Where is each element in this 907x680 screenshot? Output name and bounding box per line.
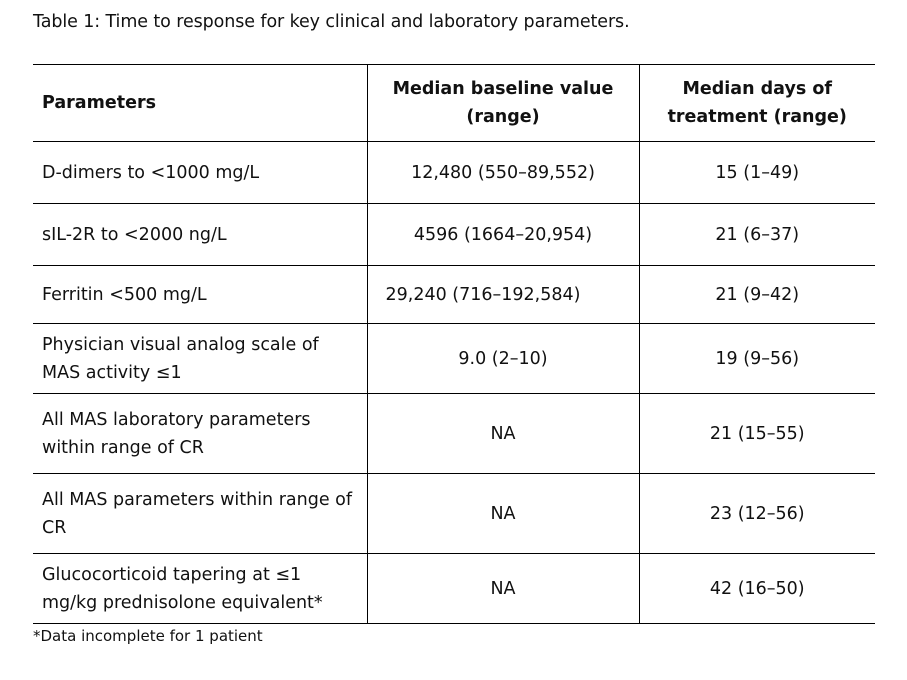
table-row	[33, 142, 875, 204]
parameter-cell: Ferritin <500 mg/L	[33, 266, 367, 324]
parameter-cell: All MAS parameters within range of CR	[33, 474, 367, 554]
days-cell: 23 (12–56)	[639, 474, 875, 554]
days-cell: 21 (9–42)	[639, 266, 875, 324]
header-row	[33, 65, 875, 142]
days-cell: 21 (15–55)	[639, 394, 875, 474]
parameter-cell: All MAS laboratory parameters within range of CR	[33, 394, 367, 474]
days-cell: 21 (6–37)	[639, 204, 875, 266]
table-row	[33, 394, 875, 474]
baseline-cell: 4596 (1664–20,954)	[367, 204, 639, 266]
baseline-cell: NA	[367, 394, 639, 474]
table-row	[33, 554, 875, 624]
table-footnote: *Data incomplete for 1 patient	[33, 627, 263, 645]
days-cell: 19 (9–56)	[639, 324, 875, 394]
column-header-parameters: Parameters	[33, 65, 367, 142]
days-cell: 15 (1–49)	[639, 142, 875, 204]
column-header-baseline: Median baseline value (range)	[367, 65, 639, 142]
parameter-cell: Glucocorticoid tapering at ≤1 mg/kg prednisolone equivalent*	[33, 554, 367, 624]
baseline-cell: NA	[367, 474, 639, 554]
baseline-cell: 12,480 (550–89,552)	[367, 142, 639, 204]
table-row	[33, 204, 875, 266]
table-row	[33, 474, 875, 554]
response-table	[33, 64, 875, 624]
days-cell: 42 (16–50)	[639, 554, 875, 624]
baseline-cell: 9.0 (2–10)	[367, 324, 639, 394]
baseline-cell: 29,240 (716–192,584)	[367, 266, 639, 324]
parameter-cell: Physician visual analog scale of MAS activity ≤1	[33, 324, 367, 394]
parameter-cell: D-dimers to <1000 mg/L	[33, 142, 367, 204]
table-caption: Table 1: Time to response for key clinical and laboratory parameters.	[33, 12, 630, 32]
parameter-cell: sIL-2R to <2000 ng/L	[33, 204, 367, 266]
table-row	[33, 266, 875, 324]
baseline-cell: NA	[367, 554, 639, 624]
column-header-days: Median days of treatment (range)	[639, 65, 875, 142]
table-row	[33, 324, 875, 394]
